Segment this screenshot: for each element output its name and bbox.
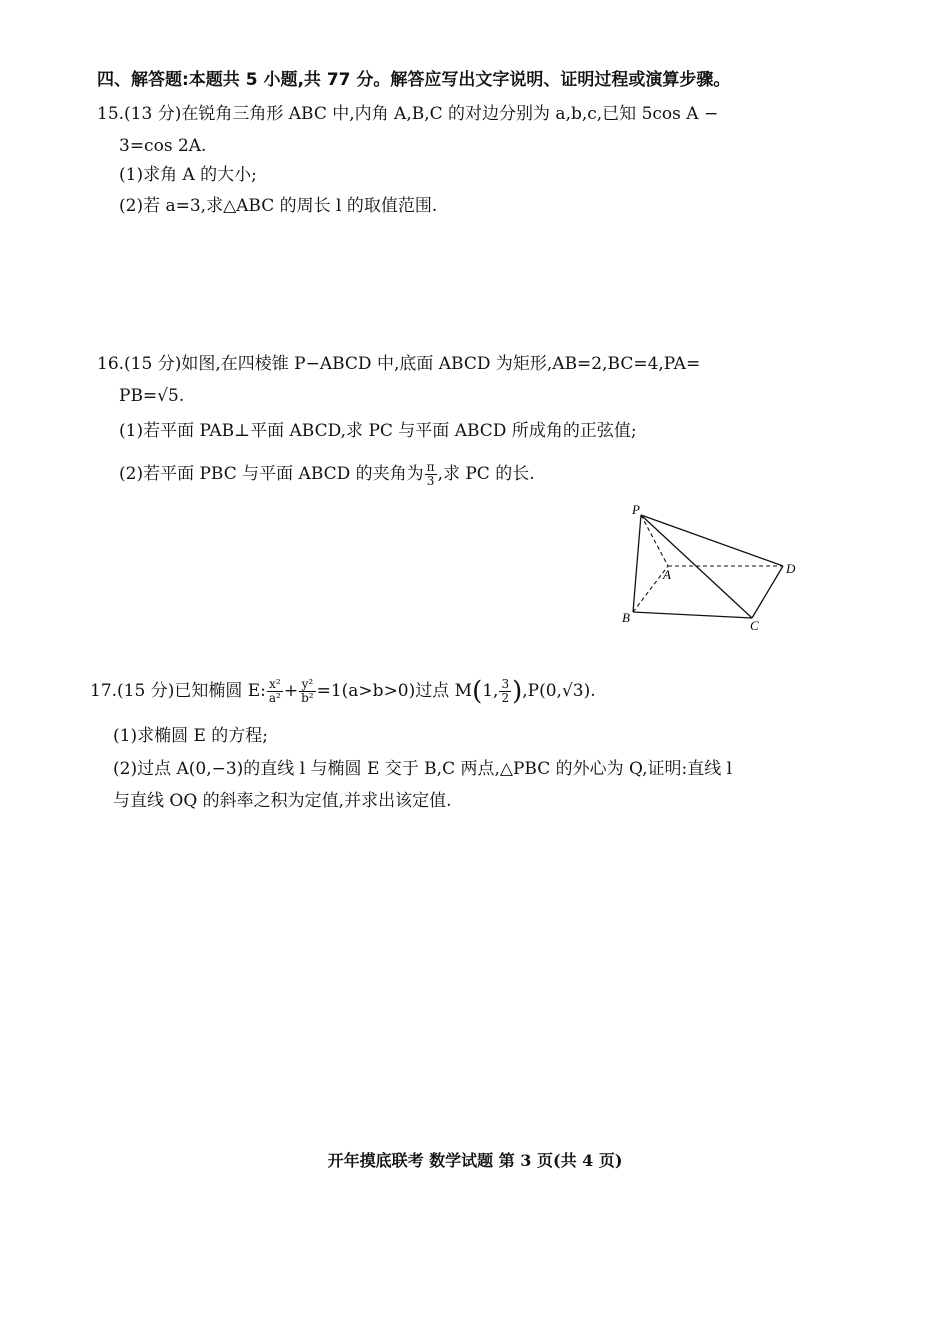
q17-suffix: ,P(0,√3). bbox=[522, 681, 596, 701]
edge-CD bbox=[752, 566, 783, 618]
label-B: B bbox=[622, 610, 630, 625]
paren-open: ( bbox=[472, 676, 483, 707]
label-A: A bbox=[663, 567, 671, 582]
angle-fraction-den: 3 bbox=[426, 474, 435, 488]
page-footer: 开年摸底联考 数学试题 第 3 页(共 4 页) bbox=[327, 1151, 623, 1170]
q17-line1 bbox=[90, 678, 596, 705]
q15-line1: 15.(13 分)在锐角三角形 ABC 中,内角 A,B,C 的对边分别为 a,b,c,已知 5cos A − bbox=[97, 104, 719, 124]
q17-plus: + bbox=[283, 681, 299, 701]
label-C: C bbox=[750, 618, 759, 633]
section-header: 四、解答题:本题共 5 小题,共 77 分。解答应写出文字说明、证明过程或演算步骤。 bbox=[97, 70, 731, 90]
q16-line1: 16.(15 分)如图,在四棱锥 P−ABCD 中,底面 ABCD 为矩形,AB=2,BC=4,PA= bbox=[97, 354, 701, 374]
edge-PD bbox=[641, 515, 783, 566]
m-y-fraction bbox=[499, 678, 511, 705]
q17-prefix: 17.(15 分)已知椭圆 E: bbox=[90, 681, 266, 701]
m-x: 1, bbox=[482, 681, 499, 701]
x2-num: x² bbox=[267, 678, 283, 692]
q15-line2: 3=cos 2A. bbox=[119, 136, 207, 156]
m-y-num: 3 bbox=[501, 677, 510, 691]
q17-part1: (1)求椭圆 E 的方程; bbox=[113, 726, 269, 746]
edge-PB bbox=[633, 515, 641, 612]
q15-part2: (2)若 a=3,求△ABC 的周长 l 的取值范围. bbox=[119, 196, 438, 216]
edge-BC bbox=[633, 612, 752, 618]
q16-line2: PB=√5. bbox=[119, 386, 185, 406]
y2-num: y² bbox=[299, 678, 316, 692]
q16-part2 bbox=[119, 461, 535, 488]
angle-fraction-num: π bbox=[426, 460, 435, 474]
q17-mid: =1(a>b>0)过点 M bbox=[316, 681, 473, 701]
q16-part2-suffix: ,求 PC 的长. bbox=[437, 464, 535, 484]
q17-part2-line2: 与直线 OQ 的斜率之积为定值,并求出该定值. bbox=[113, 791, 452, 811]
m-y-den: 2 bbox=[501, 691, 510, 705]
label-P: P bbox=[632, 502, 640, 517]
angle-fraction bbox=[425, 461, 437, 488]
label-D: D bbox=[786, 561, 796, 576]
paren-close: ) bbox=[512, 676, 523, 707]
b2-den: b² bbox=[301, 691, 314, 705]
ellipse-x-term bbox=[267, 678, 283, 705]
pyramid-figure bbox=[612, 498, 812, 633]
q16-part1: (1)若平面 PAB⊥平面 ABCD,求 PC 与平面 ABCD 所成角的正弦值; bbox=[119, 421, 637, 441]
q16-part2-prefix: (2)若平面 PBC 与平面 ABCD 的夹角为 bbox=[119, 464, 424, 484]
ellipse-y-term bbox=[299, 678, 316, 705]
q15-part1: (1)求角 A 的大小; bbox=[119, 165, 257, 185]
a2-den: a² bbox=[268, 691, 281, 705]
q17-part2-line1: (2)过点 A(0,−3)的直线 l 与椭圆 E 交于 B,C 两点,△PBC 的外心为 Q,证明:直线 l bbox=[113, 759, 733, 779]
